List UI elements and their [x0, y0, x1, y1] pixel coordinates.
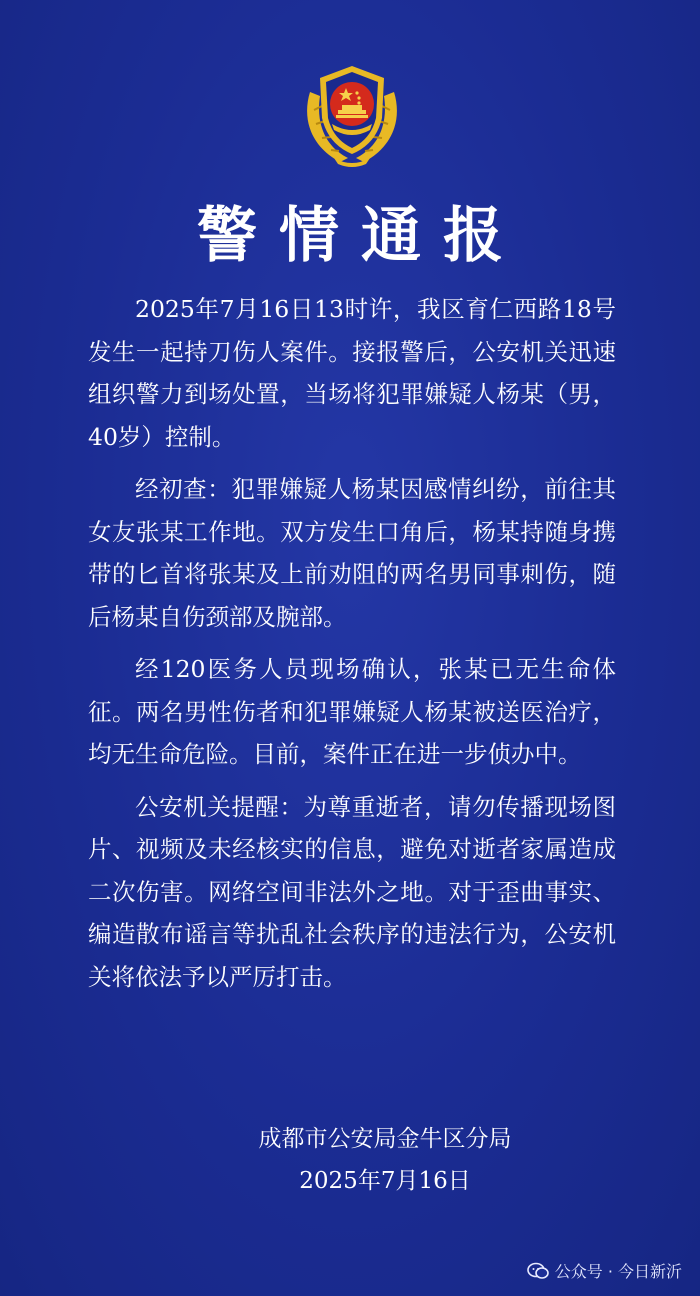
- notice-paragraph: 2025年7月16日13时许，我区育仁西路18号发生一起持刀伤人案件。接报警后，公安机关迅速组织警力到场处置，当场将犯罪嫌疑人杨某（男，40岁）控制。: [88, 295, 616, 451]
- issuer-name: 成都市公安局金牛区分局: [258, 1126, 512, 1152]
- notice-body: [88, 288, 616, 1008]
- notice-paragraph: 经初查：犯罪嫌疑人杨某因感情纠纷，前往其女友张某工作地。双方发生口角后，杨某持随身携带的匕首将张某及上前劝阻的两名男同事刺伤，随后杨某自伤颈部及腕部。: [88, 475, 616, 631]
- watermark: [527, 1259, 682, 1282]
- signature-block: [0, 1118, 700, 1202]
- wechat-official-account-icon: [527, 1262, 549, 1280]
- issue-date: 2025年7月16日: [299, 1168, 471, 1194]
- notice-paragraph: 公安机关提醒：为尊重逝者，请勿传播现场图片、视频及未经核实的信息，避免对逝者家属造成二次伤害。网络空间非法外之地。对于歪曲事实、编造散布谣言等扰乱社会秩序的违法行为，公安机关将依法予以严厉打击。: [88, 792, 616, 991]
- police-emblem-icon: [296, 58, 408, 170]
- watermark-text: 公众号 · 今日新沂: [554, 1262, 682, 1281]
- notice-paragraph: 经120医务人员现场确认，张某已无生命体征。两名男性伤者和犯罪嫌疑人杨某被送医治疗，均无生命危险。目前，案件正在进一步侦办中。: [88, 655, 616, 768]
- notice-title: 警情通报: [197, 201, 525, 271]
